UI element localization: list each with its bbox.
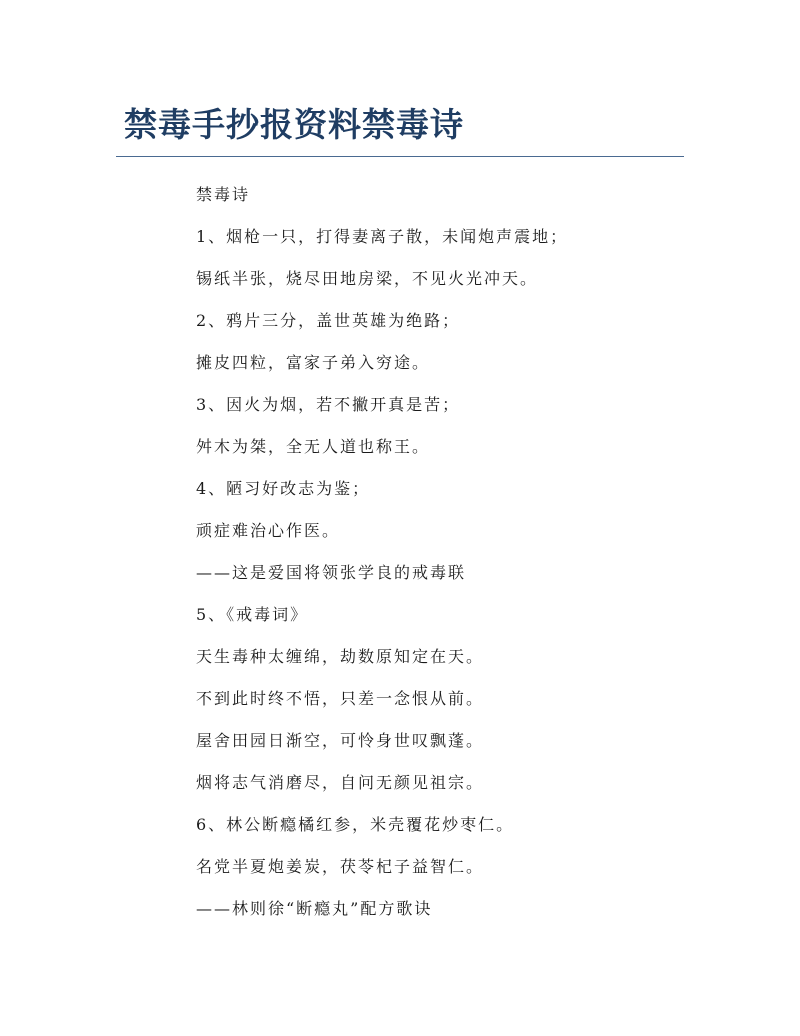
text-line: 舛木为桀，全无人道也称王。 bbox=[196, 437, 431, 456]
text-line: 天生毒种太缠绵，劫数原知定在天。 bbox=[196, 647, 485, 666]
text-line: 3、因火为烟，若不撇开真是苦； bbox=[196, 395, 461, 414]
document-body bbox=[196, 174, 676, 930]
text-line: 锡纸半张，烧尽田地房梁，不见火光冲天。 bbox=[196, 269, 539, 288]
text-line: 烟将志气消磨尽，自问无颜见祖宗。 bbox=[196, 773, 485, 792]
text-line: 不到此时终不悟，只差一念恨从前。 bbox=[196, 689, 485, 708]
title-underline bbox=[116, 156, 684, 157]
text-line: 顽症难治心作医。 bbox=[196, 521, 341, 540]
attribution-line: ——林则徐“断瘾丸”配方歌诀 bbox=[196, 899, 433, 918]
text-line: 6、林公断瘾橘红参，米壳覆花炒枣仁。 bbox=[196, 815, 515, 834]
page-title: 禁毒手抄报资料禁毒诗 bbox=[124, 105, 464, 144]
attribution-line: ——这是爱国将领张学良的戒毒联 bbox=[196, 563, 467, 582]
text-line: 2、鸦片三分，盖世英雄为绝路； bbox=[196, 311, 461, 330]
section-heading: 禁毒诗 bbox=[196, 185, 251, 204]
text-line: 4、陋习好改志为鉴； bbox=[196, 479, 371, 498]
text-line: 屋舍田园日渐空，可怜身世叹飘蓬。 bbox=[196, 731, 485, 750]
text-line: 1、烟枪一只，打得妻离子散，未闻炮声震地； bbox=[196, 227, 569, 246]
text-line: 名党半夏炮姜炭，茯苓杞子益智仁。 bbox=[196, 857, 485, 876]
text-line: 摊皮四粒，富家子弟入穷途。 bbox=[196, 353, 431, 372]
text-line: 5、《戒毒词》 bbox=[196, 605, 309, 624]
